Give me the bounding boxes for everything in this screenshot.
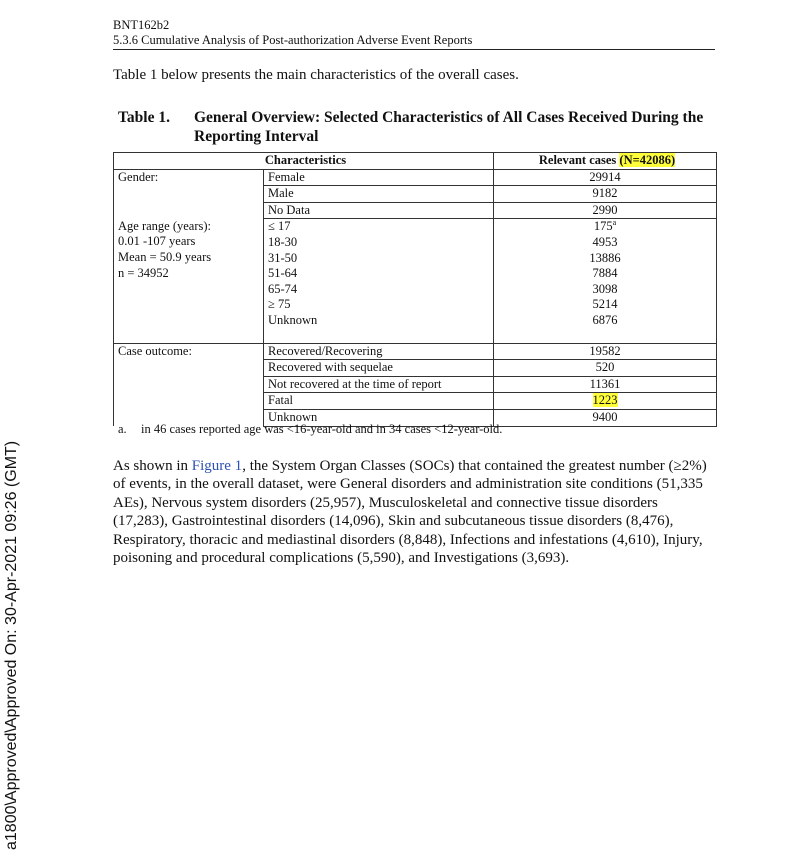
header-cases-label: Relevant cases (538, 153, 620, 167)
section-title: 5.3.6 Cumulative Analysis of Post-authorization Adverse Event Reports (113, 33, 473, 47)
value-cell: 11361 (494, 376, 717, 393)
category-cell: 18-30 (264, 235, 494, 251)
value-cell: 3098 (494, 282, 717, 298)
category-cell: 51-64 (264, 266, 494, 282)
intro-text: Table 1 below presents the main characteristics of the overall cases. (113, 67, 519, 83)
value-cell (494, 219, 717, 235)
paragraph-text: As shown in (113, 458, 192, 474)
doc-id: BNT162b2 (113, 18, 170, 32)
table-label: Table 1. (118, 109, 170, 126)
age-label (114, 219, 264, 343)
value-cell: 6876 (494, 313, 717, 329)
approval-stamp: a1800\Approved\Approved On: 30-Apr-2021 09:26 (GMT) (3, 440, 20, 850)
page-header (113, 18, 715, 48)
category-cell: 65-74 (264, 282, 494, 298)
category-cell: Unknown (264, 409, 494, 426)
value-cell: 4953 (494, 235, 717, 251)
category-cell: Fatal (264, 393, 494, 410)
table-row (114, 343, 717, 360)
category-cell: Recovered with sequelae (264, 360, 494, 377)
value-cell: 9182 (494, 186, 717, 203)
value-cell: 19582 (494, 343, 717, 360)
category-cell: Female (264, 169, 494, 186)
table-header-row (114, 153, 717, 170)
table-row (114, 219, 717, 235)
table-row (114, 169, 717, 186)
header-rule (113, 49, 715, 50)
value-cell: 13886 (494, 251, 717, 267)
value-text: 175 (593, 219, 613, 234)
value-cell: 29914 (494, 169, 717, 186)
footnote-text: in 46 cases reported age was <16-year-old and in 34 cases <12-year-old. (141, 422, 503, 436)
value-cell: 9400 (494, 409, 717, 426)
value-cell: 7884 (494, 266, 717, 282)
table-footnote (118, 422, 502, 437)
footnote-marker: a. (118, 422, 127, 436)
paragraph-text: , the System Organ Classes (SOCs) that contained the greatest number (≥2%) of events, in the overall dataset, were General disorders and administration site conditions (51,335 AEs), Nervous system disorders (25,957), Musculoskeletal and connective tissue disorders (17,283), Gastrointestinal disorders (14,096), Skin and subcutaneous tissue disorders (8,476), Respiratory, thoracic and mediastinal disorders (8,848), Infections and infestations (4,610), Injury, poisoning and procedural complications (5,590), and Investigations (3,693). (113, 458, 707, 567)
category-cell: ≥ 75 (264, 297, 494, 313)
fatal-value-highlight: 1223 (592, 393, 618, 408)
empty-cell (494, 329, 717, 344)
age-n: n = 34952 (118, 265, 169, 280)
body-paragraph (113, 457, 715, 567)
header-characteristics: Characteristics (114, 153, 494, 170)
characteristics-table (113, 152, 717, 427)
age-range-value: 0.01 -107 years (118, 234, 196, 249)
age-range-label: Age range (years): (118, 218, 212, 233)
category-cell: ≤ 17 (264, 219, 494, 235)
outcome-label: Case outcome: (114, 343, 264, 426)
value-cell: 520 (494, 360, 717, 377)
category-cell: 31-50 (264, 251, 494, 267)
table-title: General Overview: Selected Characteristics of All Cases Received During the Reporting Interval (194, 109, 704, 145)
category-cell: Male (264, 186, 494, 203)
figure-1-link[interactable]: Figure 1 (191, 458, 243, 474)
header-cases-n: (N=42086) (619, 153, 676, 167)
gender-label: Gender: (114, 169, 264, 219)
empty-cell (264, 329, 494, 344)
category-cell: Recovered/Recovering (264, 343, 494, 360)
value-cell: 5214 (494, 297, 717, 313)
category-cell: Not recovered at the time of report (264, 376, 494, 393)
value-cell (494, 393, 717, 410)
category-cell: No Data (264, 202, 494, 219)
value-cell: 2990 (494, 202, 717, 219)
category-cell: Unknown (264, 313, 494, 329)
age-mean: Mean = 50.9 years (118, 250, 212, 265)
footnote-marker: a (612, 218, 617, 228)
header-relevant-cases (494, 153, 717, 170)
